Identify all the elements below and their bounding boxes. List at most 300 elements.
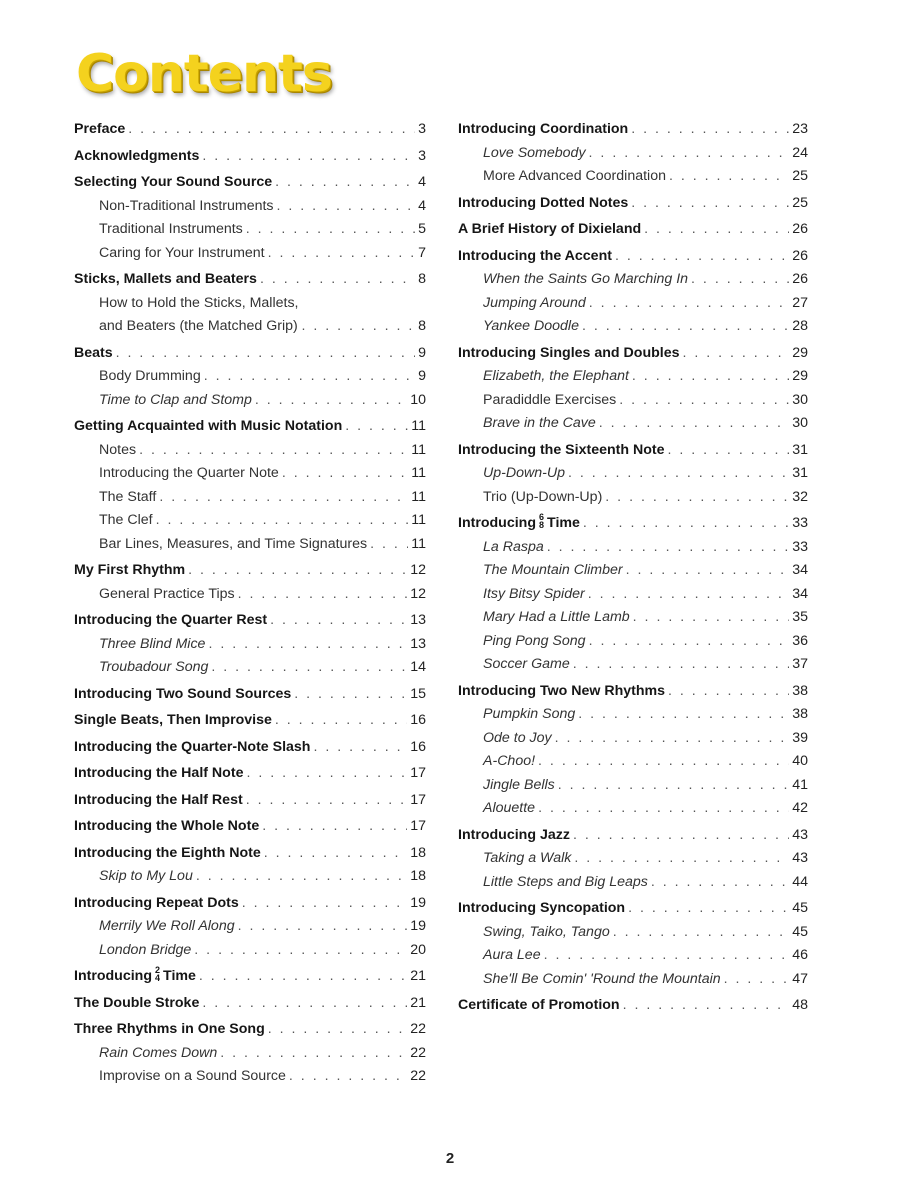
dot-leader: [268, 1018, 407, 1042]
toc-page-number: 12: [410, 585, 426, 602]
dot-leader: [238, 583, 408, 607]
dot-leader: [588, 583, 790, 607]
toc-entry-label: More Advanced Coordination: [483, 168, 666, 184]
toc-section-entry: [74, 145, 426, 169]
toc-section-entry: [74, 815, 426, 839]
toc-entry-label: How to Hold the Sticks, Mallets, and Beaters (the Matched Grip): [99, 294, 299, 334]
toc-entry-label: Introducing Repeat Dots: [74, 894, 239, 911]
dot-leader: [628, 897, 789, 921]
dot-leader: [651, 871, 789, 895]
dot-leader: [626, 559, 790, 583]
toc-section-entry: [458, 439, 808, 463]
toc-entry-label: Up-Down-Up: [483, 465, 565, 481]
toc-song-entry: [458, 412, 808, 436]
toc-entry-label: Certificate of Promotion: [458, 997, 620, 1013]
dot-leader: [194, 939, 407, 963]
toc-entry-label: Brave in the Cave: [483, 415, 596, 431]
dot-leader: [631, 118, 789, 142]
toc-page-number: 43: [792, 826, 808, 843]
toc-page-number: 22: [410, 1068, 426, 1084]
toc-page-number: 28: [792, 318, 808, 334]
toc-entry-label: Introducing the Accent: [458, 247, 612, 264]
toc-entry-label: Jingle Bells: [483, 776, 555, 793]
dot-leader: [242, 892, 407, 916]
toc-entry-label: The Clef: [99, 512, 153, 528]
toc-section-entry: [74, 709, 426, 733]
toc-section-entry: [458, 897, 808, 921]
toc-entry-label: Rain Comes Down: [99, 1044, 218, 1061]
toc-song-entry: [458, 703, 808, 727]
toc-song-entry: [458, 727, 808, 751]
toc-page-number: 33: [792, 538, 808, 555]
toc-song-entry: [74, 939, 426, 963]
toc-page-number: 16: [410, 712, 426, 728]
toc-song-entry: [458, 365, 808, 389]
toc-entry-label: Body Drumming: [99, 368, 201, 384]
toc-song-entry: [458, 847, 808, 871]
toc-page-number: 19: [410, 918, 426, 934]
toc-section-entry: [458, 680, 808, 704]
toc-section-entry: [74, 342, 426, 366]
dot-leader: [619, 389, 789, 413]
toc-entry-label: Introducing Two Sound Sources: [74, 685, 292, 702]
toc-entry-label: Introducing Two New Rhythms: [458, 682, 666, 699]
toc-page-number: 42: [792, 800, 808, 816]
toc-song-entry: [458, 653, 808, 677]
toc-section-entry: [74, 789, 426, 813]
toc-entry-label: She'll Be Comin' 'Round the Mountain: [483, 970, 721, 987]
dot-leader: [668, 680, 789, 704]
dot-leader: [262, 815, 407, 839]
toc-section-entry: [74, 559, 426, 583]
dot-leader: [313, 736, 407, 760]
toc-page-number: 11: [411, 418, 426, 434]
toc-song-entry: [458, 944, 808, 968]
toc-page-number: 13: [410, 635, 426, 652]
toc-page-number: 39: [792, 729, 808, 746]
toc-song-entry: [74, 633, 426, 657]
toc-page-number: 46: [792, 947, 808, 963]
toc-page-number: 44: [792, 873, 808, 890]
toc-page-number: 17: [410, 765, 426, 781]
toc-section-entry: [74, 736, 426, 760]
toc-page-number: 29: [792, 344, 808, 361]
toc-page-number: 7: [418, 244, 426, 261]
toc-entry-label: Skip to My Lou: [99, 868, 193, 884]
dot-leader: [683, 342, 790, 366]
toc-entry-label: General Practice Tips: [99, 585, 235, 602]
toc-song-entry: [458, 606, 808, 630]
toc-page-number: 16: [410, 738, 426, 755]
dot-leader: [555, 727, 790, 751]
toc-song-entry: [74, 1042, 426, 1066]
toc-entry-label: Little Steps and Big Leaps: [483, 873, 648, 890]
toc-page-number: 11: [411, 512, 426, 528]
toc-page-number: 23: [792, 121, 808, 137]
time-signature: 2 4: [155, 965, 161, 984]
toc-subsection-entry: [74, 195, 426, 219]
toc-entry-label: Ode to Joy: [483, 729, 552, 746]
toc-section-entry: [74, 1018, 426, 1042]
toc-entry-label: Yankee Doodle: [483, 318, 579, 334]
toc-entry-label: A Brief History of Dixieland: [458, 221, 642, 237]
toc-subsection-entry: [74, 486, 426, 510]
toc-page-number: 26: [792, 247, 808, 264]
toc-entry-label: Preface: [74, 121, 126, 137]
toc-column-right: [458, 118, 808, 1018]
toc-subsection-entry: [458, 486, 808, 510]
toc-section-entry: [74, 118, 426, 142]
toc-entry-label: Sticks, Mallets and Beaters: [74, 271, 257, 287]
toc-subsection-entry: [74, 242, 426, 266]
toc-entry-label: Introducing the Quarter-Note Slash: [74, 738, 311, 755]
toc-subsection-entry: [74, 439, 426, 463]
toc-song-entry: [458, 750, 808, 774]
toc-entry-label: The Staff: [99, 488, 157, 505]
toc-entry-label: Introducing 6 8 Time: [458, 512, 580, 531]
dot-leader: [668, 439, 790, 463]
toc-entry-label: Time to Clap and Stomp: [99, 391, 252, 408]
toc-song-entry: [458, 968, 808, 992]
dot-leader: [582, 315, 789, 339]
toc-page-number: 11: [411, 488, 426, 505]
dot-leader: [345, 415, 408, 439]
toc-song-entry: [458, 559, 808, 583]
toc-section-entry: [458, 512, 808, 536]
dot-leader: [578, 703, 789, 727]
toc-section-entry: [74, 992, 426, 1016]
dot-leader: [277, 195, 416, 219]
dot-leader: [264, 842, 407, 866]
toc-entry-label: Pumpkin Song: [483, 706, 576, 722]
toc-entry-label: Notes: [99, 441, 137, 458]
dot-leader: [275, 709, 407, 733]
toc-song-entry: [458, 871, 808, 895]
toc-page-number: 8: [418, 318, 426, 334]
dot-leader: [128, 118, 415, 142]
toc-subsection-entry: [74, 292, 426, 339]
dot-leader: [196, 865, 407, 889]
dot-leader: [116, 342, 415, 366]
toc-entry-label: Trio (Up-Down-Up): [483, 488, 603, 505]
toc-page-number: 3: [418, 121, 426, 137]
toc-page-number: 32: [792, 488, 808, 505]
toc-entry-label: Bar Lines, Measures, and Time Signatures: [99, 535, 368, 552]
toc-entry-label: Three Blind Mice: [99, 635, 206, 652]
toc-entry-label: Single Beats, Then Improvise: [74, 712, 272, 728]
toc-entry-label: Improvise on a Sound Source: [99, 1068, 286, 1084]
dot-leader: [255, 389, 407, 413]
toc-entry-label: Introducing the Quarter Note: [99, 465, 279, 481]
toc-subsection-entry: [74, 509, 426, 533]
toc-page-number: 14: [410, 659, 426, 675]
toc-section-entry: [458, 218, 808, 242]
toc-entry-label: Itsy Bitsy Spider: [483, 585, 585, 602]
toc-entry-label: The Mountain Climber: [483, 562, 623, 578]
toc-song-entry: [74, 389, 426, 413]
toc-entry-label: Love Somebody: [483, 144, 586, 161]
toc-entry-label: Introducing the Sixteenth Note: [458, 441, 665, 458]
toc-section-entry: [74, 268, 426, 292]
dot-leader: [294, 683, 407, 707]
dot-leader: [246, 762, 407, 786]
toc-page-number: 40: [792, 753, 808, 769]
toc-page-number: 3: [418, 147, 426, 164]
toc-song-entry: [458, 268, 808, 292]
toc-page-number: 18: [410, 868, 426, 884]
dot-leader: [202, 145, 415, 169]
toc-page-number: 29: [792, 368, 808, 384]
dot-leader: [589, 142, 790, 166]
toc-page-number: 31: [792, 441, 808, 458]
dot-leader: [199, 965, 407, 989]
dot-leader: [623, 994, 790, 1018]
toc-song-entry: [458, 462, 808, 486]
toc-page-number: 9: [418, 368, 426, 384]
dot-leader: [605, 486, 789, 510]
dot-leader: [188, 559, 407, 583]
toc-entry-label: Selecting Your Sound Source: [74, 174, 273, 190]
time-signature: 6 8: [539, 512, 545, 531]
toc-entry-label: When the Saints Go Marching In: [483, 271, 689, 287]
dot-leader: [574, 847, 789, 871]
toc-entry-label: Introducing the Quarter Rest: [74, 612, 268, 628]
toc-entry-label: Ping Pong Song: [483, 632, 586, 649]
toc-song-entry: [458, 292, 808, 316]
toc-page-number: 33: [792, 515, 808, 531]
toc-entry-label: The Double Stroke: [74, 994, 200, 1011]
toc-section-entry: [458, 192, 808, 216]
toc-entry-label: Acknowledgments: [74, 147, 200, 164]
toc-section-entry: [74, 683, 426, 707]
toc-page-number: 22: [410, 1044, 426, 1061]
toc-section-entry: [458, 994, 808, 1018]
toc-section-entry: [74, 415, 426, 439]
toc-entry-label: Introducing the Whole Note: [74, 818, 260, 834]
toc-entry-label: Introducing Singles and Doubles: [458, 344, 680, 361]
toc-entry-label: Introducing Syncopation: [458, 900, 626, 916]
toc-subsection-entry: [74, 218, 426, 242]
toc-entry-label: A-Choo!: [483, 753, 536, 769]
toc-page-number: 12: [410, 562, 426, 578]
toc-entry-label: La Raspa: [483, 538, 544, 555]
toc-entry-label: Traditional Instruments: [99, 221, 243, 237]
toc-entry-label: Taking a Walk: [483, 850, 572, 866]
toc-page-number: 24: [792, 144, 808, 161]
toc-song-entry: [458, 921, 808, 945]
dot-leader: [691, 268, 789, 292]
toc-subsection-entry: [74, 583, 426, 607]
toc-page-number: 5: [418, 221, 426, 237]
dot-leader: [268, 242, 416, 266]
dot-leader: [282, 462, 408, 486]
toc-page-number: 34: [792, 585, 808, 602]
dot-leader: [632, 365, 789, 389]
toc-page-number: 30: [792, 415, 808, 431]
toc-page-number: 4: [418, 174, 426, 190]
toc-entry-label: Caring for Your Instrument: [99, 244, 265, 261]
toc-entry-label: Alouette: [483, 800, 536, 816]
toc-section-entry: [74, 762, 426, 786]
toc-subsection-entry: [74, 462, 426, 486]
toc-section-entry: [458, 824, 808, 848]
toc-entry-label: Beats: [74, 344, 113, 361]
toc-song-entry: [458, 797, 808, 821]
dot-leader: [370, 533, 408, 557]
dot-leader: [159, 486, 408, 510]
toc-page-number: 26: [792, 271, 808, 287]
dot-leader: [599, 412, 789, 436]
toc-song-entry: [458, 315, 808, 339]
toc-page-number: 13: [410, 612, 426, 628]
toc-page-number: 9: [418, 344, 426, 361]
toc-page-number: 11: [411, 465, 426, 481]
toc-entry-label: Soccer Game: [483, 656, 570, 672]
toc-song-entry: [458, 142, 808, 166]
toc-section-entry: [74, 842, 426, 866]
toc-page-number: 26: [792, 221, 808, 237]
dot-leader: [644, 218, 789, 242]
toc-song-entry: [458, 630, 808, 654]
toc-page-number: 34: [792, 562, 808, 578]
toc-page-number: 27: [792, 294, 808, 311]
dot-leader: [246, 218, 415, 242]
dot-leader: [238, 915, 408, 939]
toc-page-number: 37: [792, 656, 808, 672]
toc-song-entry: [458, 536, 808, 560]
toc-section-entry: [74, 892, 426, 916]
toc-page-number: 20: [410, 941, 426, 958]
toc-entry-label: Paradiddle Exercises: [483, 391, 617, 408]
toc-page-number: 43: [792, 850, 808, 866]
dot-leader: [568, 462, 789, 486]
dot-leader: [538, 797, 789, 821]
dot-leader: [547, 536, 789, 560]
toc-entry-label: Introducing the Eighth Note: [74, 844, 261, 861]
dot-leader: [631, 192, 789, 216]
dot-leader: [275, 171, 415, 195]
dot-leader: [669, 165, 789, 189]
toc-page-number: 22: [410, 1021, 426, 1037]
toc-page-number: 25: [792, 168, 808, 184]
toc-page-number: 11: [411, 441, 426, 458]
toc-page-number: 35: [792, 609, 808, 625]
toc-page-number: 38: [792, 682, 808, 699]
page-title: Contents: [76, 44, 332, 104]
toc-page-number: 36: [792, 632, 808, 649]
toc-page-number: 17: [410, 818, 426, 834]
toc-page-number: 41: [792, 776, 808, 793]
dot-leader: [202, 992, 407, 1016]
toc-subsection-entry: [74, 365, 426, 389]
toc-page-number: 19: [410, 894, 426, 911]
dot-leader: [156, 509, 409, 533]
toc-subsection-entry: [74, 533, 426, 557]
toc-section-entry: [74, 609, 426, 633]
toc-section-entry: [74, 171, 426, 195]
dot-leader: [589, 630, 790, 654]
toc-page-number: 4: [418, 197, 426, 214]
dot-leader: [211, 656, 407, 680]
toc-entry-label: Mary Had a Little Lamb: [483, 609, 630, 625]
toc-entry-label: Introducing Jazz: [458, 826, 570, 843]
dot-leader: [220, 1042, 407, 1066]
toc-entry-label: Troubadour Song: [99, 659, 209, 675]
dot-leader: [633, 606, 790, 630]
dot-leader: [139, 439, 408, 463]
toc-subsection-entry: [458, 389, 808, 413]
toc-entry-label: Introducing the Half Note: [74, 765, 244, 781]
toc-page-number: 17: [410, 791, 426, 808]
dot-leader: [246, 789, 408, 813]
toc-song-entry: [74, 656, 426, 680]
dot-leader: [204, 365, 415, 389]
toc-entry-label: Introducing 2 4 Time: [74, 965, 196, 984]
toc-entry-label: London Bridge: [99, 941, 192, 958]
dot-leader: [573, 653, 789, 677]
toc-page-number: 31: [792, 465, 808, 481]
page-number: 2: [445, 1150, 455, 1167]
toc-subsection-entry: [458, 165, 808, 189]
toc-entry-label: Merrily We Roll Along: [99, 918, 235, 934]
dot-leader: [613, 921, 789, 945]
toc-song-entry: [74, 915, 426, 939]
toc-entry-label: Introducing Coordination: [458, 121, 629, 137]
toc-entry-label: Getting Acquainted with Music Notation: [74, 418, 343, 434]
dot-leader: [573, 824, 789, 848]
toc-entry-label: Three Rhythms in One Song: [74, 1021, 265, 1037]
toc-entry-label: Aura Lee: [483, 947, 541, 963]
toc-page-number: 8: [418, 271, 426, 287]
dot-leader: [260, 268, 415, 292]
toc-page-number: 48: [792, 997, 808, 1013]
toc-page-number: 15: [410, 685, 426, 702]
toc-song-entry: [458, 583, 808, 607]
toc-page-number: 30: [792, 391, 808, 408]
dot-leader: [301, 315, 415, 339]
toc-song-entry: [74, 865, 426, 889]
toc-page-number: 21: [410, 968, 426, 984]
toc-page-number: 38: [792, 706, 808, 722]
dot-leader: [270, 609, 407, 633]
toc-section-entry: [74, 965, 426, 989]
toc-page-number: 21: [410, 994, 426, 1011]
dot-leader: [208, 633, 407, 657]
toc-section-entry: [458, 342, 808, 366]
dot-leader: [583, 512, 789, 536]
toc-page-number: 18: [410, 844, 426, 861]
dot-leader: [589, 292, 789, 316]
dot-leader: [615, 245, 789, 269]
dot-leader: [724, 968, 790, 992]
dot-leader: [544, 944, 790, 968]
dot-leader: [558, 774, 789, 798]
dot-leader: [289, 1065, 407, 1089]
toc-entry-label: Introducing the Half Rest: [74, 791, 243, 808]
toc-entry-label: My First Rhythm: [74, 562, 186, 578]
toc-page-number: 10: [410, 391, 426, 408]
toc-section-entry: [458, 245, 808, 269]
toc-page-number: 45: [792, 900, 808, 916]
toc-entry-label: Jumping Around: [483, 294, 586, 311]
toc-page-number: 47: [792, 970, 808, 987]
toc-entry-label: Introducing Dotted Notes: [458, 194, 629, 211]
toc-song-entry: [458, 774, 808, 798]
toc-page-number: 11: [411, 535, 426, 552]
toc-page-number: 45: [792, 923, 808, 940]
toc-entry-label: Elizabeth, the Elephant: [483, 368, 629, 384]
toc-column-left: [74, 118, 426, 1089]
